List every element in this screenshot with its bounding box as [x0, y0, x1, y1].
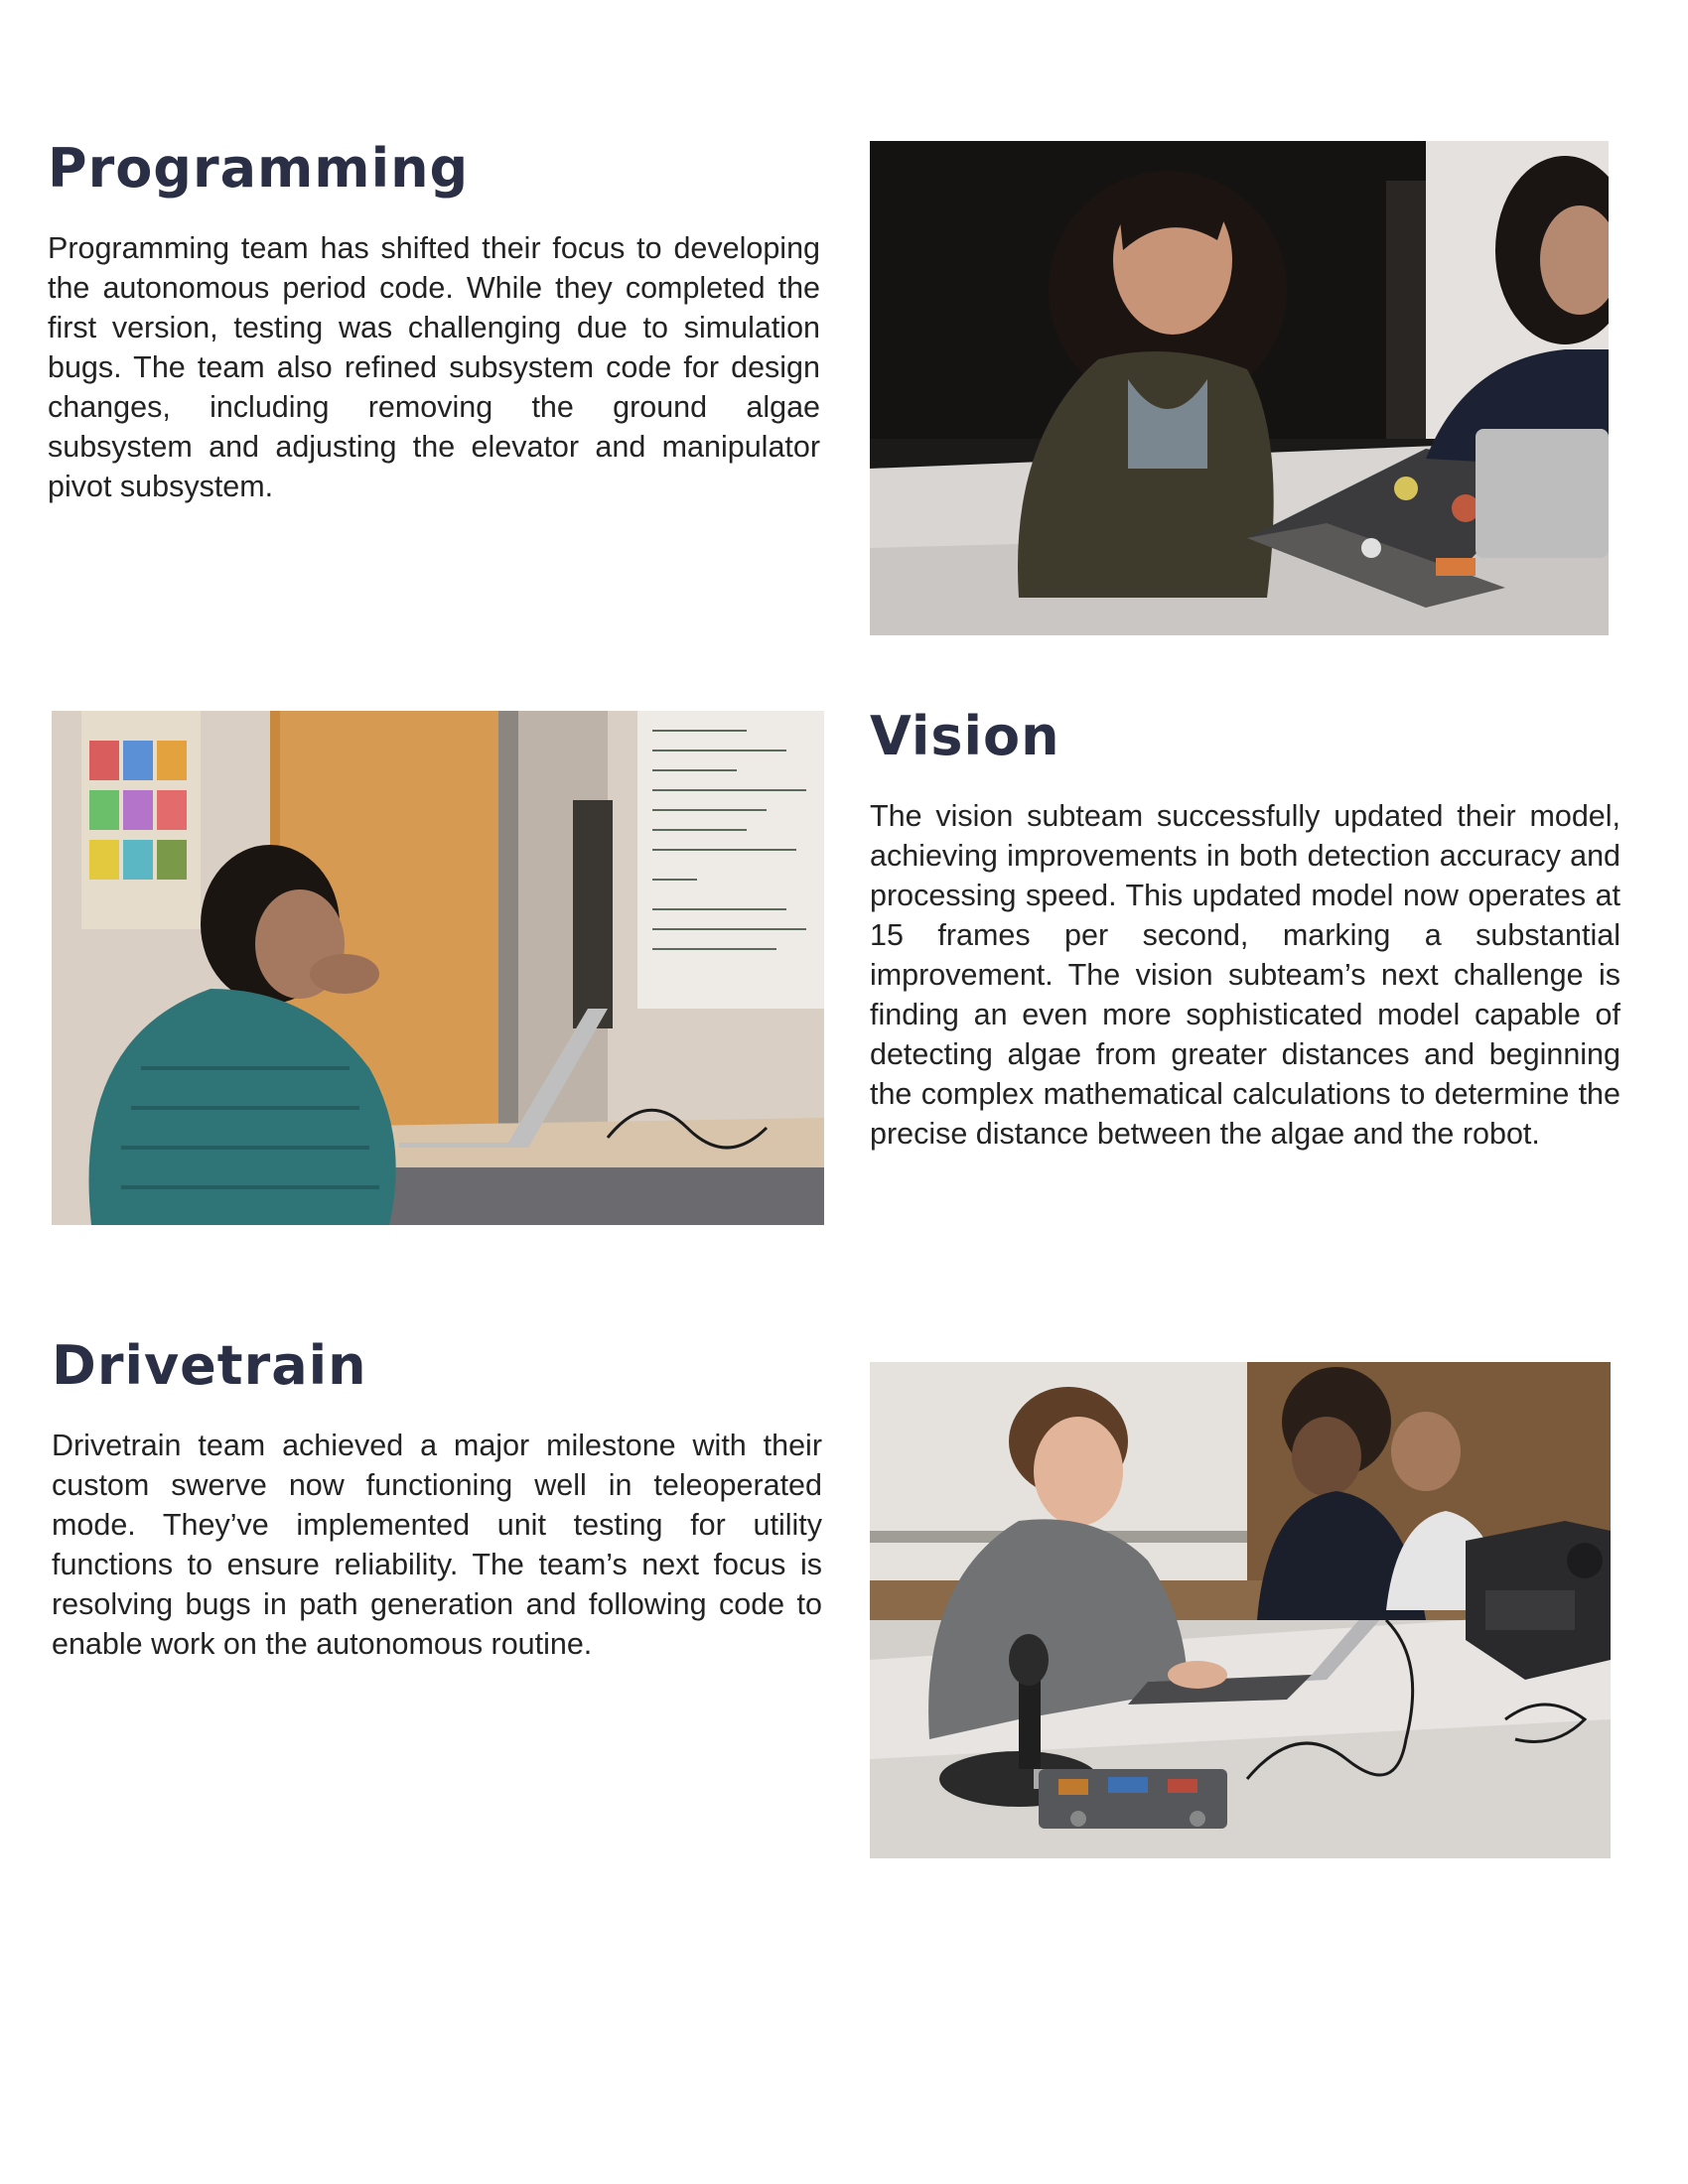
vision-photo [52, 711, 824, 1225]
vision-body: The vision subteam successfully updated their model, achieving improvements in both detection accuracy and processing speed. This updated model now operates at 15 frames per second, marking a substantial improvement. The vision subteam’s next challenge is finding an even more sophisticated model capable of detecting algae from greater distances and beginning the complex mathematical calculations to determine the precise distance between the algae and the robot. [870, 799, 1620, 1151]
drivetrain-body: Drivetrain team achieved a major milestone with their custom swerve now functioning well in teleoperated mode. They’ve implemented unit testing for utility functions to ensure reliability. The team’s next focus is resolving bugs in path generation and following code to enable work on the autonomous routine. [52, 1429, 822, 1661]
programming-body: Programming team has shifted their focus to developing the autonomous period code. While they completed the first version, testing was challenging due to simulation bugs. The team also refined subsystem code for design changes, including removing the ground algae subsystem and adjusting the elevator and manipulator pivot subsystem. [48, 231, 820, 503]
drivetrain-heading: Drivetrain [52, 1334, 367, 1397]
vision-heading: Vision [870, 705, 1060, 767]
programming-photo [870, 141, 1609, 635]
programming-heading: Programming [48, 137, 470, 200]
drivetrain-photo [870, 1362, 1611, 1858]
